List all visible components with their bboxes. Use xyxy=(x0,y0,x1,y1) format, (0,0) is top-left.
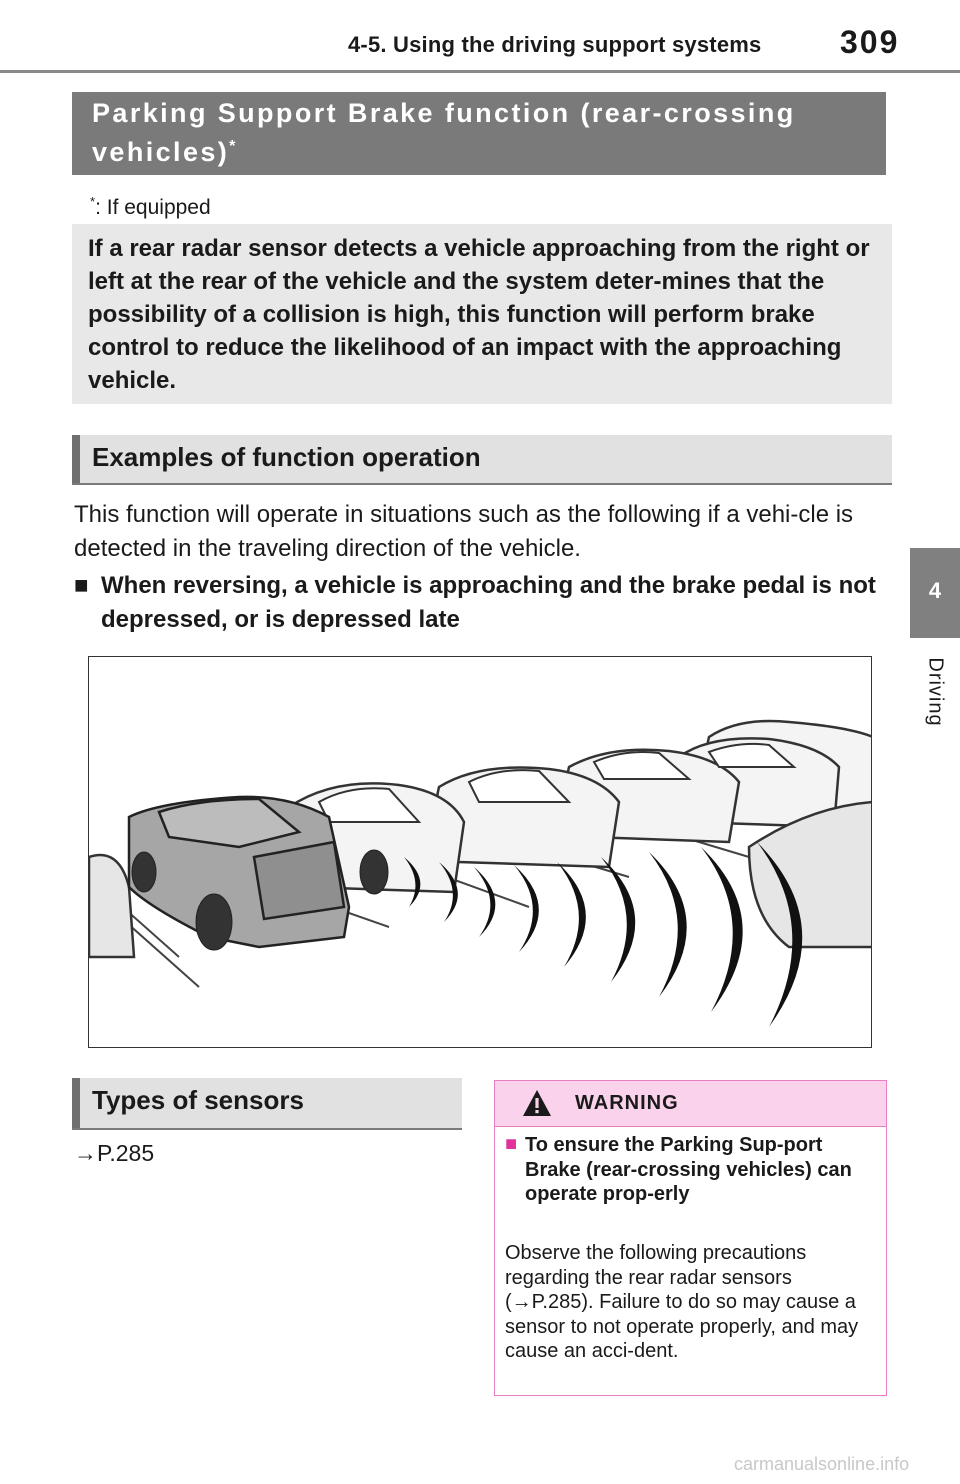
warning-bullet-square-icon: ■ xyxy=(505,1133,518,1155)
page-number: 309 xyxy=(840,24,900,60)
sensor-page-reference-text: P.285 xyxy=(97,1140,155,1166)
examples-paragraph: This function will operate in situations such as the following if a vehi-cle is detected in the traveling direction of the vehicle. xyxy=(74,501,854,562)
footnote-marker: * xyxy=(90,194,96,209)
title-footnote-marker: * xyxy=(229,138,238,155)
chapter-tab[interactable] xyxy=(910,548,960,638)
main-section-title-bar xyxy=(72,92,886,175)
chapter-label: Driving xyxy=(924,657,947,727)
heading-accent-bar xyxy=(72,435,80,483)
page-header xyxy=(0,0,960,80)
footnote xyxy=(90,194,211,220)
sensor-page-reference[interactable] xyxy=(74,1140,154,1167)
intro-text: If a rear radar sensor detects a vehicle approaching from the right or left at the rear of the vehicle and the system deter-mines that the possibility of a collision is high, this function will perform brake control to reduce the likelihood of an impact with the approaching vehicle. xyxy=(88,235,870,394)
heading-accent-bar xyxy=(72,1078,80,1128)
bullet-square-icon: ■ xyxy=(74,572,89,599)
examples-bullet-text: When reversing, a vehicle is approaching and the brake pedal is not depressed, or is depressed late xyxy=(101,572,876,633)
sensors-heading xyxy=(72,1078,462,1130)
watermark: carmanualsonline.info xyxy=(734,1454,910,1474)
warning-body: Observe the following precautions regarding the rear radar sensors (→P.285). Failure to do so may cause a sensor to not operate properly, and may cause an acci-dent. xyxy=(505,1242,859,1362)
header-title: 4-5. Using the driving support systems xyxy=(348,32,762,57)
main-section-title-text: Parking Support Brake function (rear-crossing vehicles) xyxy=(92,98,796,167)
warning-box xyxy=(494,1080,887,1396)
warning-item-title: To ensure the Parking Sup-port Brake (rear-crossing vehicles) can operate prop-erly xyxy=(525,1134,852,1205)
examples-heading xyxy=(72,435,892,485)
parking-illustration xyxy=(88,656,872,1048)
main-section-title xyxy=(92,96,870,169)
warning-triangle-icon xyxy=(521,1088,553,1118)
rear-crossing-scene-image xyxy=(89,657,872,1048)
arrow-right-icon: → xyxy=(74,1140,97,1166)
chapter-number: 4 xyxy=(928,578,942,603)
sensors-heading-text: Types of sensors xyxy=(92,1085,304,1115)
warning-header xyxy=(495,1081,886,1127)
intro-box xyxy=(72,224,892,404)
examples-heading-text: Examples of function operation xyxy=(92,442,481,472)
warning-title: WARNING xyxy=(575,1092,679,1114)
footnote-text: : If equipped xyxy=(95,196,211,219)
header-rule xyxy=(0,70,960,73)
